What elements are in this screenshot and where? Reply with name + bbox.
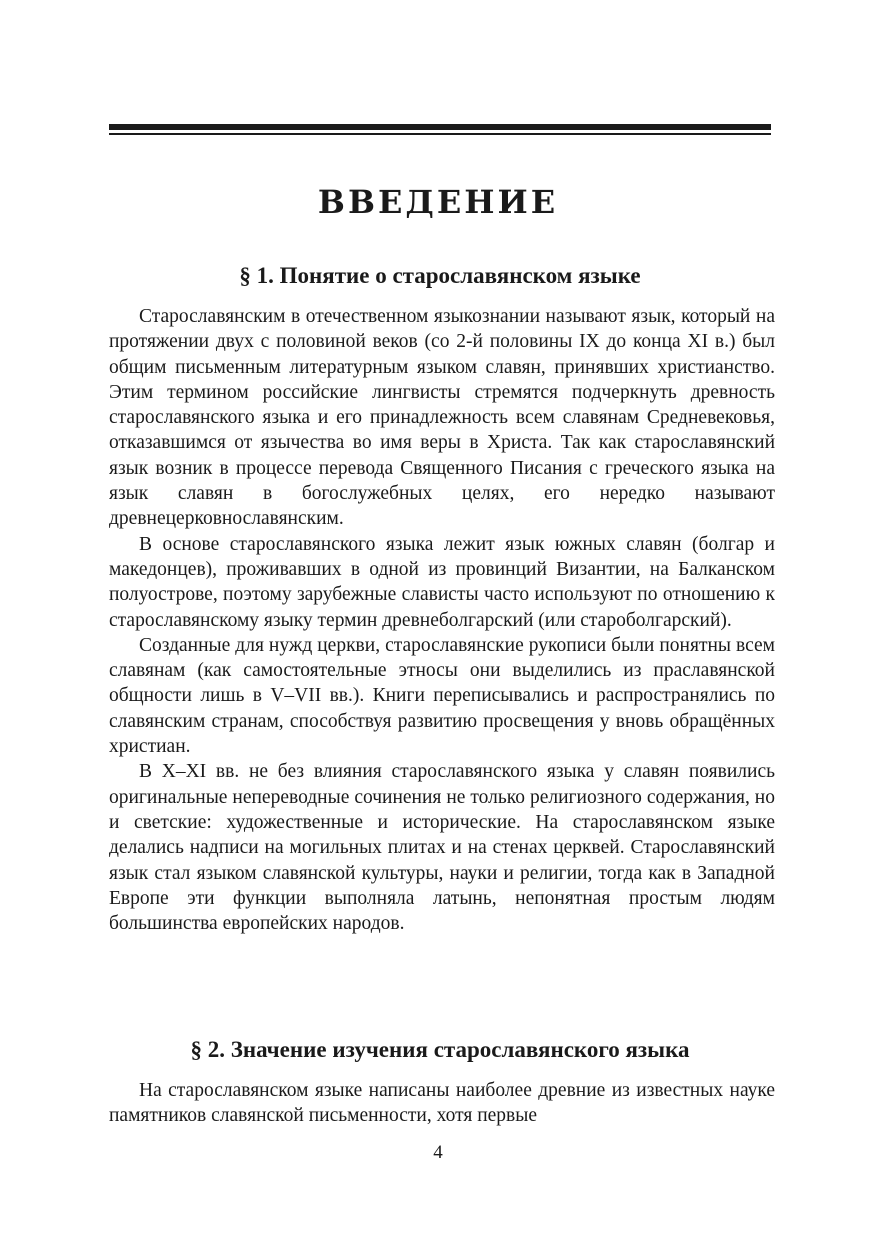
section-2-heading: § 2. Значение изучения старославянского языка <box>190 1037 690 1062</box>
header-rule-thin <box>109 133 771 135</box>
section-1-body <box>109 304 775 936</box>
paragraph: На старославянском языке написаны наиболее древние из известных науке памятников славянской письменности, хотя первые <box>109 1080 775 1127</box>
chapter-title: введение <box>317 170 559 224</box>
paragraph: В основе старославянского языка лежит язык южных славян (болгар и македонцев), проживавших в одной из провинций Византии, на Балканском полуострове, поэтому зарубежные слависты часто используют по отношению к старославянскому языку термин древнеболгарский (или староболгарский). <box>109 533 775 631</box>
paragraph: Созданные для нужд церкви, старославянские рукописи были понятны всем славянам (как самостоятельные этносы они выделились из праславянской общности лишь в V–VII вв.). Книги переписывались и распространялись по славянским странам, способствуя развитию просвещения у вновь обращённых христиан. <box>109 634 775 758</box>
page-number: 4 <box>433 1142 443 1163</box>
section-2-body <box>109 1078 775 1129</box>
header-rule-thick <box>109 124 771 130</box>
section-1-heading: § 1. Понятие о старославянском языке <box>239 263 641 288</box>
paragraph: Старославянским в отечественном языкознании называют язык, который на протяжении двух с половиной веков (со 2-й половины IX до конца XI в.) был общим письменным литературным языком славян, принявших христианство. Этим термином российские лингвисты стремятся подчеркнуть древность старославянского языка и его принадлежность всем славянам Средневековья, отказавшимся от язычества во имя веры в Христа. Так как старославянский язык возник в процессе перевода Священного Писания с греческого языка на язык славян в богослужебных целях, его нередко называют древнецерковнославянским. <box>109 306 775 530</box>
paragraph: В X–XI вв. не без влияния старославянского языка у славян появились оригинальные непереводные сочинения не только религиозного содержания, но и светские: художественные и исторические. На старославянском языке делались надписи на могильных плитах и на стенах церквей. Старославянский язык стал языком славянской культуры, науки и религии, тогда как в Западной Европе эти функции выполняла латынь, непонятная простым людям большинства европейских народов. <box>109 761 775 935</box>
